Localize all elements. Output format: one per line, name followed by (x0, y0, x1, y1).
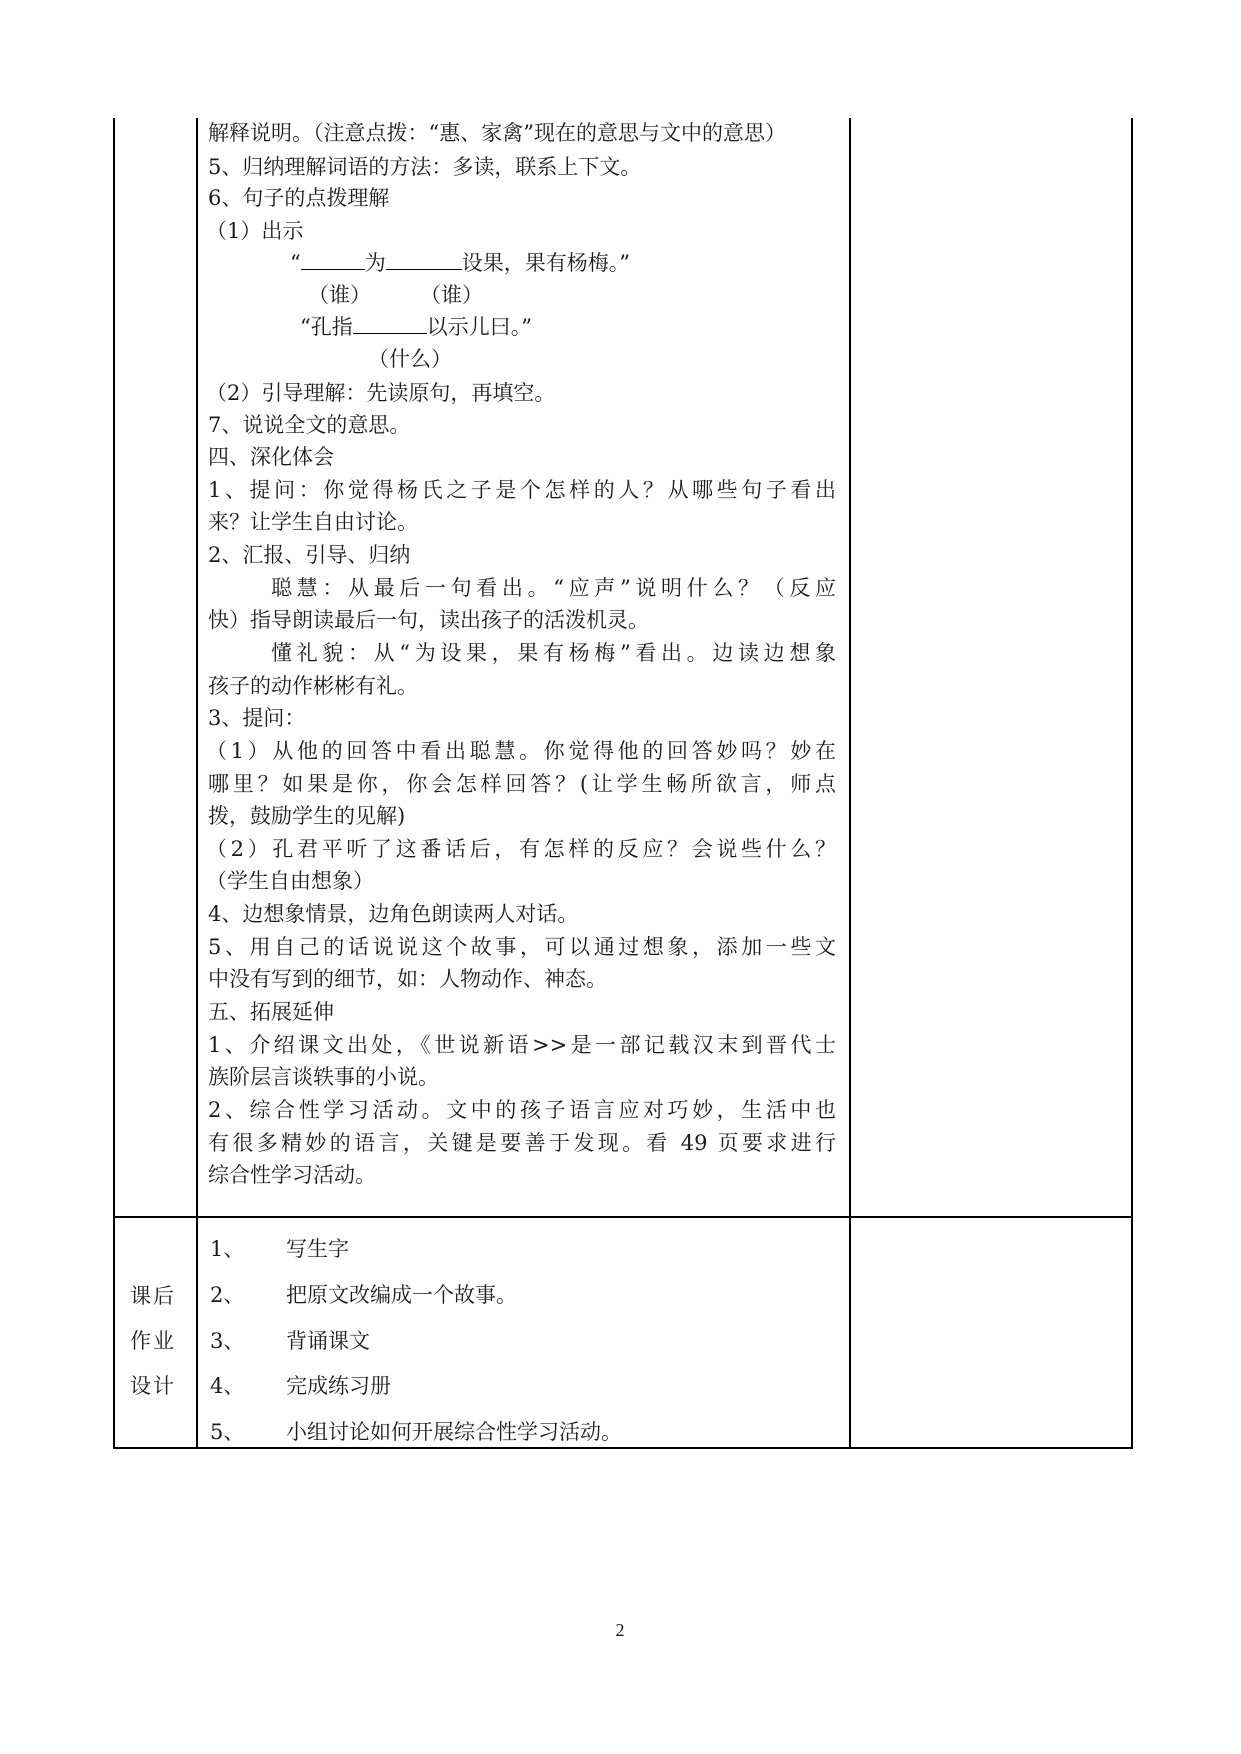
text-line: 懂礼貌：从“为设果，果有杨梅”看出。边读边想象 (271, 641, 836, 665)
text-line: 族阶层言谈轶事的小说。 (208, 1065, 439, 1089)
table-left-border (113, 118, 115, 1449)
text-line: 有很多精妙的语言，关键是要善于发现。看 49 页要求进行 (208, 1131, 836, 1155)
blank-field (386, 247, 462, 270)
text-line: 孩子的动作彬彬有礼。 (208, 674, 418, 698)
text-line: 哪里？如果是你，你会怎样回答？(让学生畅所欲言，师点 (208, 772, 836, 796)
homework-label-line: 设计 (130, 1374, 176, 1398)
text-line: 快）指导朗读最后一句，读出孩子的活泼机灵。 (208, 608, 649, 632)
table-row-divider (113, 1216, 1133, 1218)
text-line: （2）孔君平听了这番话后，有怎样的反应？会说些什么？ (206, 837, 836, 861)
text-line: 拨，鼓励学生的见解) (208, 804, 406, 828)
section-heading-5: 五、拓展延伸 (208, 1000, 334, 1024)
fill-blank-sentence-2 (300, 311, 532, 343)
hint-what: （什么） (368, 347, 452, 371)
text-line: 来？让学生自由讨论。 (208, 510, 418, 534)
table-col-divider-1 (196, 118, 198, 1449)
text-line: 6、句子的点拨理解 (208, 186, 390, 210)
text-line: 3、提问： (208, 706, 306, 730)
item-number: 2、 (210, 1283, 245, 1307)
page-number: 2 (615, 1620, 625, 1640)
text-line: 5、归纳理解词语的方法：多读，联系上下文。 (208, 155, 642, 179)
item-text: 把原文改编成一个故事。 (286, 1283, 517, 1307)
item-text: 写生字 (286, 1237, 349, 1261)
item-text: 背诵课文 (286, 1329, 370, 1353)
homework-label-line: 课后 (130, 1284, 176, 1308)
text-line: 1、提问：你觉得杨氏之子是个怎样的人？从哪些句子看出 (208, 478, 836, 502)
text-line: 5、用自己的话说说这个故事，可以通过想象，添加一些文 (208, 935, 836, 959)
item-text: 完成练习册 (286, 1374, 391, 1398)
sentence1-open-quote: “ (290, 251, 301, 275)
text-line: （学生自由想象） (206, 869, 374, 893)
text-line: 解释说明。（注意点拨：“惠、家禽”现在的意思与文中的意思） (208, 121, 786, 145)
text-line: （1）出示 (206, 219, 304, 243)
fill-blank-sentence-1 (290, 247, 630, 279)
sentence2-end: 以示儿曰。” (426, 315, 532, 339)
item-number: 3、 (210, 1329, 245, 1353)
text-line: 综合性学习活动。 (208, 1163, 376, 1187)
blank-field (301, 247, 365, 270)
text-line: （2）引导理解：先读原句，再填空。 (206, 381, 556, 405)
item-text: 小组讨论如何开展综合性学习活动。 (286, 1420, 622, 1444)
sentence2-start: “孔指 (300, 315, 353, 339)
text-line: 7、说说全文的意思。 (208, 413, 411, 437)
text-line: 2、综合性学习活动。文中的孩子语言应对巧妙，生活中也 (208, 1098, 836, 1122)
homework-label-line: 作业 (130, 1329, 176, 1353)
text-line: （1）从他的回答中看出聪慧。你觉得他的回答妙吗？妙在 (206, 739, 836, 763)
text-line: 4、边想象情景，边角色朗读两人对话。 (208, 902, 579, 926)
hint-who-2: （谁） (420, 283, 483, 307)
table-col-divider-2 (849, 118, 851, 1449)
sentence1-mid: 为 (364, 251, 386, 275)
text-line: 中没有写到的细节，如：人物动作、神态。 (208, 967, 607, 991)
item-number: 1、 (210, 1237, 245, 1261)
text-line: 聪慧：从最后一句看出。“应声”说明什么？（反应 (271, 576, 836, 600)
item-number: 4、 (210, 1374, 245, 1398)
text-line: 2、汇报、引导、归纳 (208, 543, 411, 567)
section-heading-4: 四、深化体会 (208, 445, 334, 469)
text-line: 1、介绍课文出处，《世说新语>>是一部记载汉末到晋代士 (208, 1033, 836, 1057)
table-right-border (1131, 118, 1133, 1449)
hint-who-1: （谁） (308, 283, 371, 307)
blank-field (353, 311, 427, 334)
table-bottom-border (113, 1447, 1133, 1449)
sentence1-end: 设果，果有杨梅。” (461, 251, 630, 275)
item-number: 5、 (210, 1420, 245, 1444)
